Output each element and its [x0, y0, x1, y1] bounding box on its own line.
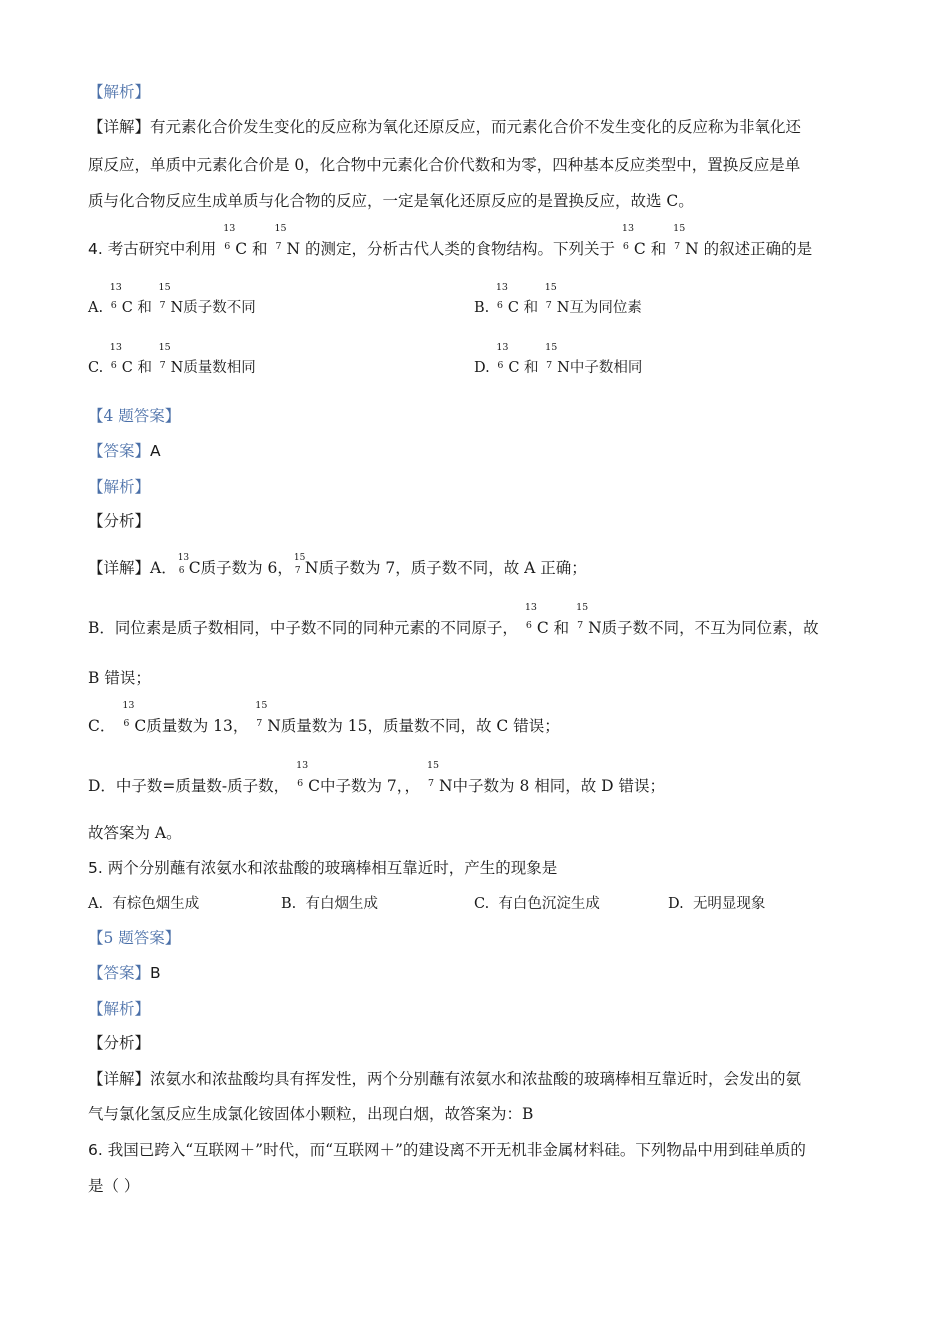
question-number: 4. — [88, 240, 103, 258]
detail-text: 【详解】有元素化合价发生变化的反应称为氧化还原反应，而元素化合价不发生变化的反应称为非氧化还 — [88, 118, 802, 136]
detail-b-cont: B 错误； — [88, 669, 151, 687]
analysis-subheading: 【分析】 — [88, 1034, 151, 1052]
question-5-stem: 5. 两个分别蘸有浓氨水和浓盐酸的玻璃棒相互靠近时，产生的现象是 — [88, 859, 558, 877]
isotope-n15: 15 7 N — [673, 223, 699, 258]
answer-header: 【5 题答案】 — [88, 929, 181, 947]
analysis-heading: 【解析】 — [88, 478, 151, 496]
question-6-stem-cont: 是（ ） — [88, 1177, 140, 1195]
isotope-n15: 15 7 N — [274, 223, 301, 258]
answer-line: 【答案】A — [88, 442, 161, 460]
detail-b: B．同位素是质子数相同，中子数不同的同种元素的不同原子， 13 6 C 和 15 7 N质子数不同，不互为同位素，故 — [88, 602, 819, 637]
isotope-c13: 13 6 C — [621, 223, 646, 258]
question-number: 6. — [88, 1141, 103, 1159]
conclusion: 故答案为 A。 — [88, 824, 182, 842]
detail-a: 【详解】A． 13 6 C质子数为 6， 15 7 N质子数为 7，质子数不同，故 A 正确； — [88, 553, 587, 577]
question-6-stem: 6. 我国已跨入“互联网＋”时代，而“互联网＋”的建设离不开无机非金属材料硅。下列物品中用到硅单质的 — [88, 1141, 806, 1159]
answer-header: 【4 题答案】 — [88, 407, 181, 425]
isotope-c13: 13 6 C — [223, 223, 248, 258]
option-d: D. 无明显现象 — [668, 896, 766, 912]
question-number: 5. — [88, 859, 103, 877]
option-a: A. 13 6 C 和 15 7 N质子数不同 — [88, 282, 256, 316]
answer-value: B — [150, 964, 161, 982]
answer-line: 【答案】B — [88, 964, 161, 982]
option-a: A. 有棕色烟生成 — [88, 896, 200, 912]
analysis-heading: 【解析】 — [88, 1000, 151, 1018]
question-4-stem: 4. 考古研究中利用 13 6 C 和 15 7 N 的测定，分析古代人类的食物结构。下列关于 13 6 C 和 15 7 N 的叙述正确的是 — [88, 223, 813, 258]
detail-text: 原反应，单质中元素化合价是 0，化合物中元素化合价代数和为零，四种基本反应类型中，置换反应是单 — [88, 156, 801, 174]
option-b: B. 有白烟生成 — [281, 896, 378, 912]
answer-value: A — [150, 442, 161, 460]
detail-c: C． 13 6 C质量数为 13， 15 7 N质量数为 15，质量数不同，故 C 错误； — [88, 700, 560, 735]
analysis-subheading: 【分析】 — [88, 512, 151, 530]
option-c: C. 有白色沉淀生成 — [474, 896, 600, 912]
detail-text: 气与氯化氢反应生成氯化铵固体小颗粒，出现白烟，故答案为：B — [88, 1105, 534, 1123]
detail-d: D．中子数=质量数-质子数， 13 6 C中子数为 7，， 15 7 N中子数为 8 相同，故 D 错误； — [88, 760, 666, 795]
detail-text: 【详解】浓氨水和浓盐酸均具有挥发性，两个分别蘸有浓氨水和浓盐酸的玻璃棒相互靠近时，会发出的氨 — [88, 1070, 802, 1088]
option-d: D. 13 6 C 和 15 7 N中子数相同 — [474, 342, 643, 376]
analysis-heading: 【解析】 — [88, 83, 151, 101]
detail-text: 质与化合物反应生成单质与化合物的反应，一定是氧化还原反应的是置换反应，故选 C。 — [88, 192, 694, 210]
option-c: C. 13 6 C 和 15 7 N质量数相同 — [88, 342, 256, 376]
option-b: B. 13 6 C 和 15 7 N互为同位素 — [474, 282, 642, 316]
